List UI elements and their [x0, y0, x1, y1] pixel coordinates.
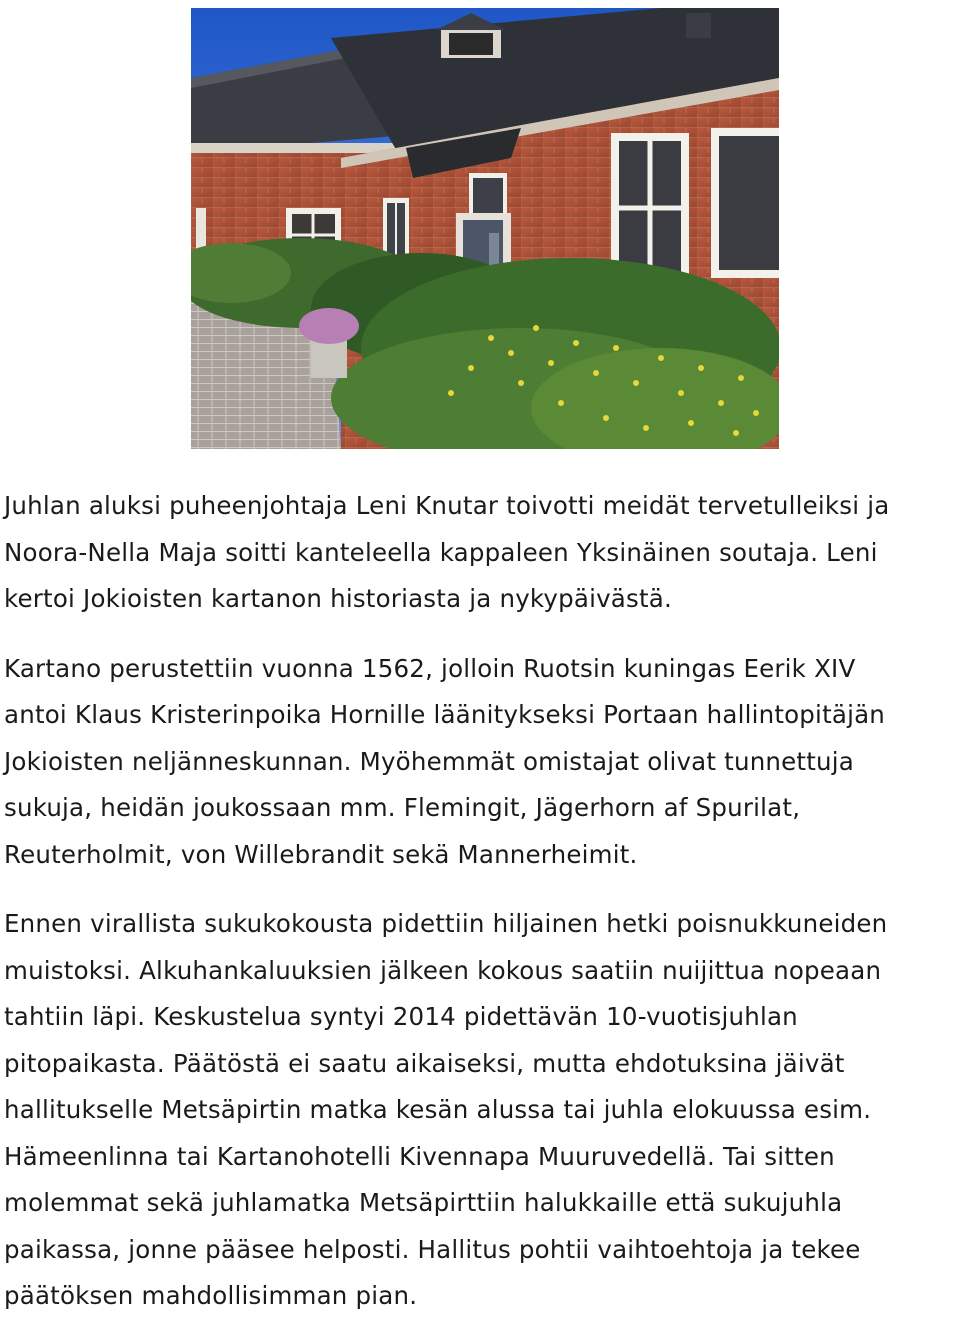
- paragraph-gap: [4, 623, 956, 646]
- paragraph-meeting: Ennen virallista sukukokousta pidettiin hiljainen hetki poisnukkuneiden muistoksi. Alkuhankaluuksien jälkeen kokous saatiin nuijittua nopeaan tahtiin läpi. Keskustelua syntyi 2014 pidettävän 10-vuotisjuhlan pitopaikasta. Päätöstä ei saatu aikaiseksi, mutta ehdotuksina jäivät hallitukselle Metsäpirtin matka kesän alussa tai juhla elokuussa esim. Hämeenlinna tai Kartanohotelli Kivennapa Muuruvedellä. Tai sitten molemmat sekä juhlamatka Metsäpirttiin halukkaille että sukujuhla paikassa, jonne pääsee helposti. Hallitus pohtii vaihtoehtoja ja tekee päätöksen mahdollisimman pian.: [4, 909, 888, 1310]
- paragraph-gap: [4, 878, 956, 901]
- manor-photo: [191, 8, 779, 449]
- article-body: [4, 483, 956, 1320]
- paragraph-intro: Juhlan aluksi puheenjohtaja Leni Knutar toivotti meidät tervetulleiksi ja Noora-Nella Maja soitti kanteleella kappaleen Yksinäinen soutaja. Leni kertoi Jokioisten kartanon historiasta ja nykypäivästä.: [4, 491, 890, 613]
- paragraph-history: Kartano perustettiin vuonna 1562, jolloin Ruotsin kuningas Eerik XIV antoi Klaus Kristerinpoika Hornille läänitykseksi Portaan hallintopitäjän Jokioisten neljänneskunnan. Myöhemmät omistajat olivat tunnettuja sukuja, heidän joukossaan mm. Flemingit, Jägerhorn af Spurilat, Reuterholmit, von Willebrandit sekä Mannerheimit.: [4, 653, 886, 869]
